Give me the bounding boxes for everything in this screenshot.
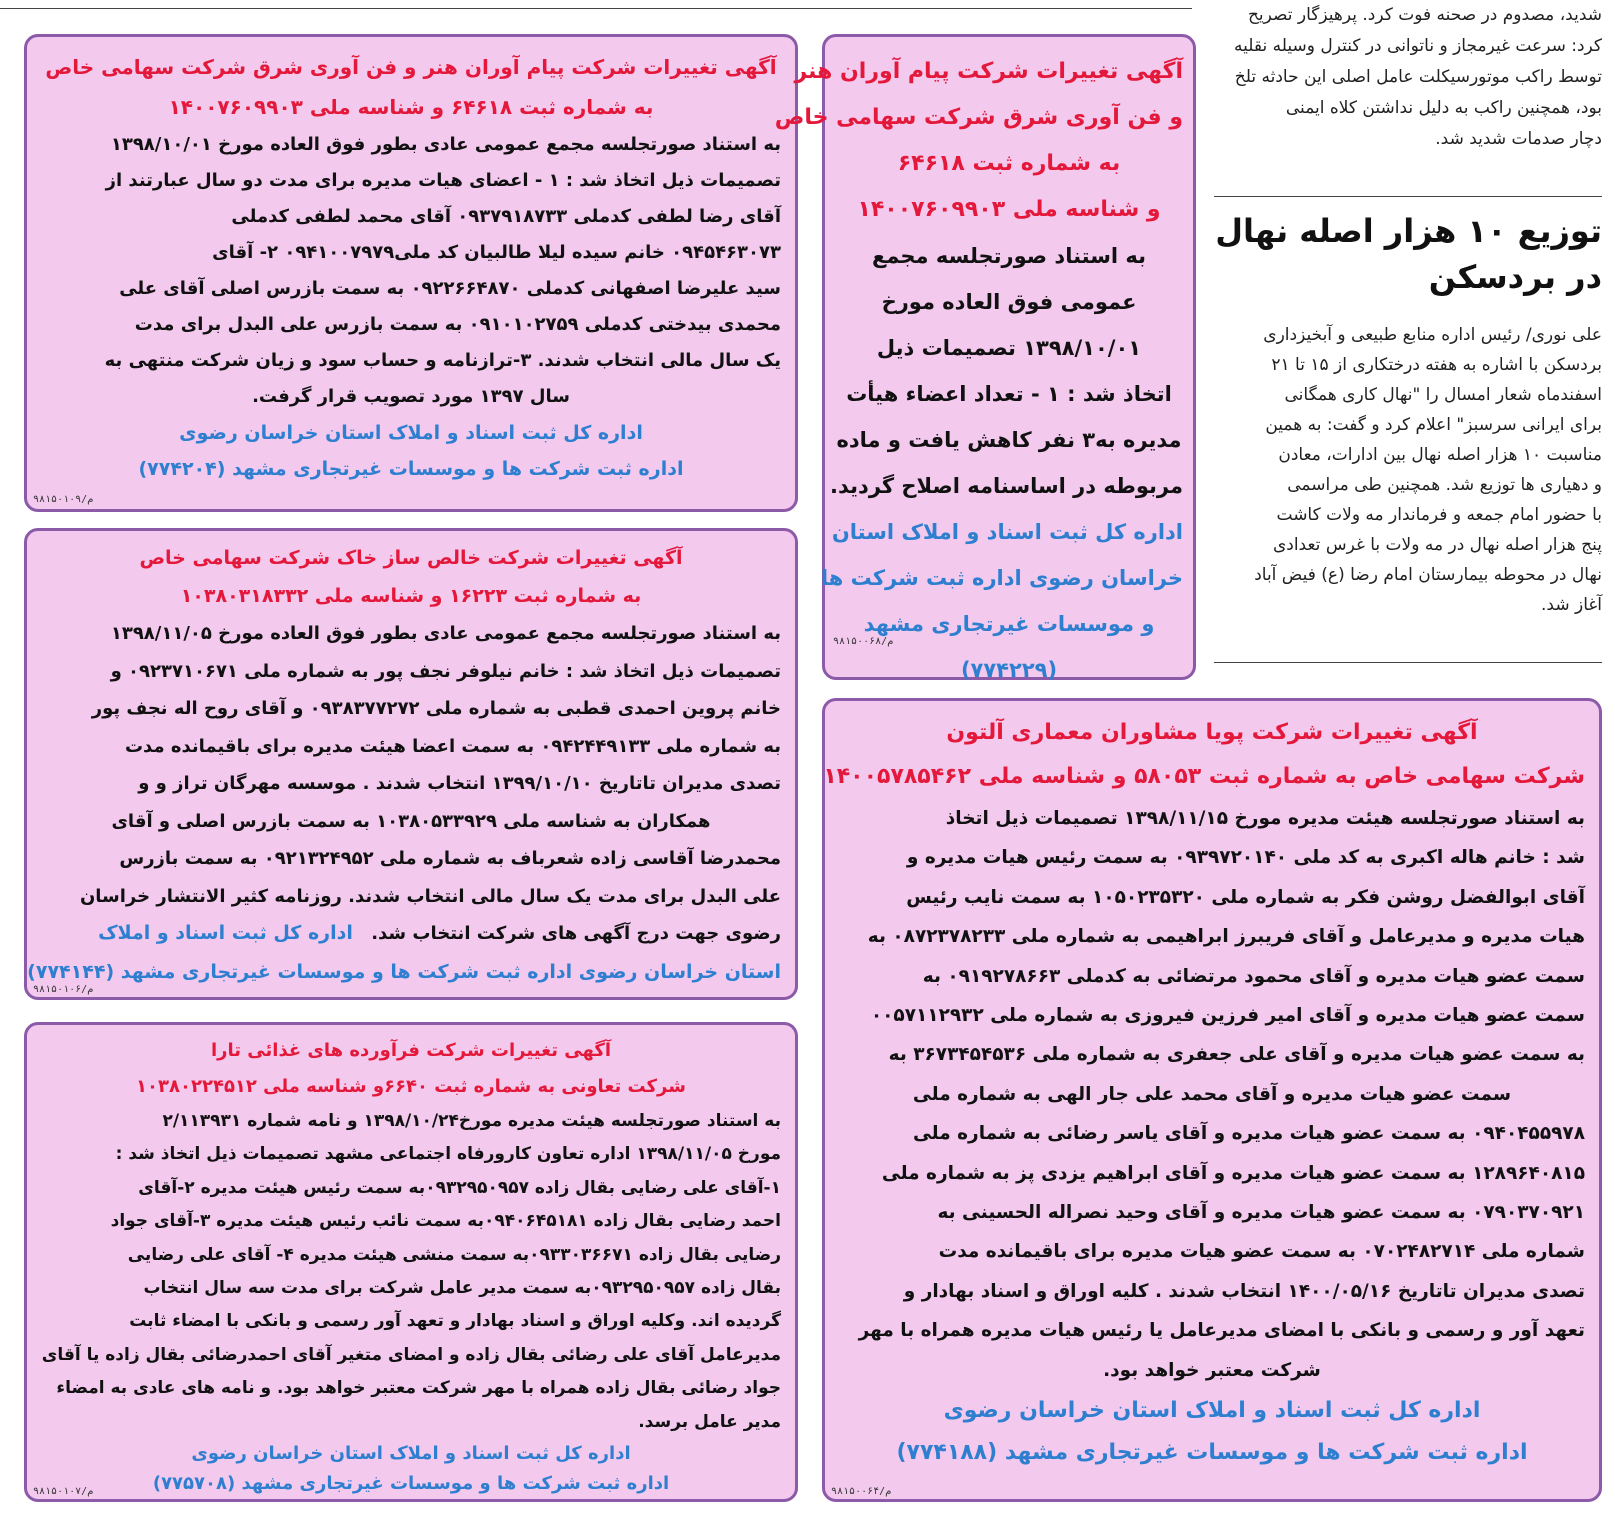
ad-footer-line: اداره ثبت شرکت ها و موسسات غیرتجاری مشهد (۷۷۴۱۸۸) — [896, 1440, 1528, 1466]
news-line: نهال در محوطه بیمارستان امام رضا (ع) فیض آباد — [1254, 565, 1602, 585]
ad-body-line: علی البدل برای مدت یک سال مالی انتخاب شدند. روزنامه کثیر الانتشار خراسان — [79, 885, 781, 907]
ad-footer — [41, 1439, 781, 1499]
ad-title-line: آگهی تغییرات شرکت فرآورده های غذائی تارا — [210, 1040, 611, 1061]
news-line: علی نوری/ رئیس اداره منابع طبیعی و آبخیزداری — [1263, 325, 1602, 345]
ad-footer — [27, 953, 781, 991]
ad-footer-line: استان خراسان رضوی اداره ثبت شرکت ها و موسسات غیرتجاری مشهد (۷۷۴۱۴۴) — [27, 960, 781, 983]
ad-body-line: سال ۱۳۹۷ مورد تصویب قرار گرفت. — [252, 386, 570, 407]
ad-body — [41, 1105, 781, 1439]
headline-line: توزیع ۱۰ هزار اصله نهال — [1215, 212, 1602, 250]
ad-body-line: مربوطه در اساسنامه اصلاح گردید. — [830, 474, 1183, 498]
ad-body-line: خانم پروین احمدی قطبی به شماره ملی ۰۹۳۸۳۷۷۲۷۲ و آقای روح اله نجف پور — [91, 698, 781, 719]
ad-body-line: جواد رضائی بقال زاده همراه با مهر شرکت معتبر خواهد بود. و نامه های عادی به امضاء — [56, 1378, 781, 1399]
ad-title-line: به شماره ثبت ۶۴۶۱۸ — [897, 151, 1121, 176]
news-body — [1212, 320, 1602, 620]
article-line: توسط راکب موتورسیکلت عامل اصلی این حادثه تلخ — [1234, 67, 1602, 87]
ad-title — [41, 539, 781, 615]
ad-body-line: مدیره به۳ نفر کاهش یافت و ماده — [836, 428, 1182, 452]
ad-body-line: گردیده اند. وکلیه اوراق و اسناد بهادار و تعهد آور رسمی و بانکی با امضاء ثابت — [129, 1311, 781, 1332]
ad-body-line: ۰۹۴۵۴۶۳۰۷۳ خانم سیده لیلا طالبیان کد ملی۰۹۴۱۰۰۷۹۷۹ ۲- آقای — [212, 242, 781, 263]
ad-title-line: و شناسه ملی ۱۴۰۰۷۶۰۹۹۰۳ — [857, 197, 1161, 222]
ad-body-line: عمومی فوق العاده مورخ — [881, 290, 1137, 314]
ad-body-line: ۱-آقای علی رضایی بقال زاده ۰۹۳۲۹۵۰۹۵۷به سمت رئیس هیئت مدیره ۲-آقای — [138, 1177, 781, 1198]
news-line: اسفندماه شعار امسال را "نهال کاری همگانی — [1284, 385, 1602, 405]
ad-title-line: شرکت تعاونی به شماره ثبت ۶۶۴۰و شناسه ملی ۱۰۳۸۰۲۲۴۵۱۲ — [136, 1076, 686, 1097]
ad-payam-avaran-1 — [24, 34, 798, 512]
ad-khales-saz-khak — [24, 528, 798, 1000]
ad-pouya-moshaveran — [822, 698, 1602, 1502]
article-line: دچار صدمات شدید شد. — [1435, 129, 1602, 149]
top-rule — [0, 8, 1192, 9]
ad-body-line: آقای رضا لطفی کدملی ۰۹۳۷۹۱۸۷۳۳ آقای محمد لطفی کدملی — [231, 206, 781, 227]
ad-body-line: مدیر عامل برسد. — [638, 1411, 781, 1432]
ad-body-line: محمدرضا آقاسی زاده شعرباف به شماره ملی ۰۹۲۱۳۲۴۹۵۲ به سمت بازرس — [119, 848, 781, 869]
news-line: برای ایرانی سرسبز" اعلام کرد و گفت: به همین — [1265, 415, 1602, 435]
news-line: با حضور امام جمعه و فرماندار مه ولات کاشت — [1276, 505, 1602, 525]
ad-body-text: رضوی جهت درج آگهی های شرکت انتخاب شد. — [371, 923, 781, 944]
ad-body-line — [41, 915, 781, 953]
ad-body-line: هیات مدیره و مدیرعامل و آقای فریبرز ابراهیمی به شماره ملی ۰۸۷۲۳۷۸۲۳۳ به — [867, 926, 1585, 948]
ad-body-line: شرکت معتبر خواهد بود. — [1103, 1359, 1321, 1381]
ad-footer-line: اداره ثبت شرکت ها و موسسات غیرتجاری مشهد (۷۷۴۲۰۴) — [138, 458, 684, 480]
ad-body-line: به سمت عضو هیات مدیره و آقای علی جعفری به شماره ملی ۳۶۷۳۴۵۴۵۳۶ به — [888, 1044, 1585, 1066]
ad-title — [41, 47, 781, 127]
ad-title-line: آگهی تغییرات شرکت پیام آوران هنر — [794, 59, 1183, 84]
ad-code: م/۹۸۱۵۰۰۶۸ — [833, 636, 894, 647]
ad-body-line: تعهد آور و رسمی و بانکی با امضای مدیرعامل یا رئیس هیات مدیره همراه با مهر — [858, 1320, 1585, 1342]
ad-code: م/۹۸۱۵۰۱۰۶ — [33, 984, 94, 995]
ad-title — [41, 1033, 781, 1105]
ad-footer-line: اداره کل ثبت اسناد و املاک استان — [831, 520, 1183, 544]
ad-body-line: همکاران به شناسه ملی ۱۰۳۸۰۵۳۳۹۲۹ به سمت بازرس اصلی و آقای — [111, 810, 711, 832]
ad-body — [41, 615, 781, 953]
news-line: آغاز شد. — [1541, 595, 1602, 615]
ad-body-line: اتخاذ شد : ۱ - تعداد اعضاء هیأت — [846, 382, 1172, 406]
ad-footer-line: اداره کل ثبت اسناد و املاک استان خراسان رضوی — [191, 1443, 631, 1465]
news-line: پنج هزار اصله نهال در مه ولات با غرس تعدادی — [1272, 535, 1602, 555]
ad-body-line: سید علیرضا اصفهانی کدملی ۰۹۲۲۶۶۴۸۷۰ به سمت بازرس اصلی آقای علی — [119, 278, 781, 299]
article-line: بود، همچنین راکب به دلیل نداشتن کلاه ایمنی — [1285, 98, 1602, 118]
ad-title-line: به شماره ثبت ۱۶۲۲۳ و شناسه ملی ۱۰۳۸۰۳۱۸۳۳۲ — [180, 585, 642, 607]
top-right-article — [1212, 0, 1602, 155]
news-line: بردسکن با اشاره به هفته درختکاری از ۱۵ تا ۲۱ — [1271, 355, 1602, 375]
ad-footer — [41, 415, 781, 487]
ad-footer — [839, 1390, 1585, 1474]
news-line: مناسبت ۱۰ هزار اصله نهال بین ادارات، معادن — [1278, 445, 1602, 465]
ad-body-line: شد : خانم هاله اکبری به کد ملی ۰۹۳۹۷۲۰۱۴۰ به سمت رئیس هیات مدیره و — [906, 847, 1585, 869]
ad-body-line: رضایی بقال زاده ۰۹۳۳۰۳۶۶۷۱به سمت منشی هیئت مدیره ۴- آقای علی رضایی — [127, 1244, 781, 1265]
ad-body-line: تصدی مدیران تاتاریخ ۱۳۹۹/۱۰/۱۰ انتخاب شدند . موسسه مهرگان تراز و و — [138, 773, 781, 794]
ad-body-line: مورخ ۱۳۹۸/۱۱/۰۵ اداره تعاون کارورفاه اجتماعی مشهد تصمیمات ذیل اتخاذ شد : — [115, 1144, 781, 1165]
ad-body — [839, 799, 1585, 1390]
ad-footer-line: اداره کل ثبت اسناد و املاک استان خراسان رضوی — [179, 422, 643, 444]
article-line: شدید، مصدوم در صحنه فوت کرد. پرهیزگار تصریح — [1247, 5, 1602, 25]
ad-code: م/۹۸۱۵۰۰۶۴ — [831, 1486, 892, 1497]
ad-body — [830, 233, 1183, 509]
ad-title — [774, 49, 1183, 233]
ad-body-line: تصمیمات ذیل اتخاذ شد : خانم نیلوفر نجف پور به شماره ملی ۰۹۲۳۷۱۰۶۷۱ و — [110, 660, 781, 682]
news-headline — [1212, 208, 1602, 300]
ad-title — [823, 711, 1585, 799]
ad-body-line: سمت عضو هیات مدیره و آقای محمد علی جار الهی به شماره ملی — [912, 1083, 1512, 1105]
ad-body-line: به استناد صورتجلسه هیئت مدیره مورخ ۱۳۹۸/۱۱/۱۵ تصمیمات ذیل اتخاذ — [945, 808, 1585, 829]
ad-footer-line: اداره ثبت شرکت ها و موسسات غیرتجاری مشهد (۷۷۵۷۰۸) — [152, 1473, 670, 1495]
ad-body-line: ۱۳۹۸/۱۰/۰۱ تصمیمات ذیل — [876, 336, 1142, 360]
ad-footer-line: اداره کل ثبت اسناد و املاک استان خراسان رضوی — [943, 1398, 1481, 1424]
ad-title-line: آگهی تغییرات شرکت خالص ساز خاک شرکت سهامی خاص — [139, 547, 683, 569]
ad-body-line: به استناد صورتجلسه مجمع — [871, 244, 1146, 268]
ad-footer-line: و موسسات غیرتجاری مشهد — [863, 612, 1155, 636]
ad-body-line: تصمیمات ذیل اتخاذ شد : ۱ - اعضای هیات مدیره برای مدت دو سال عبارتند از — [105, 170, 781, 191]
ad-body-line: به شماره ملی ۰۹۴۲۴۴۹۱۳۳ به سمت اعضا هیئت مدیره برای باقیمانده مدت — [124, 735, 781, 757]
ad-code: م/۹۸۱۵۰۱۰۷ — [33, 1486, 94, 1497]
ad-code: م/۹۸۱۵۰۱۰۹ — [33, 494, 94, 505]
ad-body — [41, 127, 781, 415]
ad-body-line: تصدی مدیران تاتاریخ ۱۴۰۰/۰۵/۱۶ انتخاب شدند . کلیه اوراق و اسناد بهادار و — [903, 1280, 1585, 1302]
ad-title-line: شرکت سهامی خاص به شماره ثبت ۵۸۰۵۳ و شناسه ملی ۱۴۰۰۵۷۸۵۴۶۲ — [823, 764, 1585, 789]
ad-body-line: به استناد صورتجلسه هیئت مدیره مورخ۱۳۹۸/۱۰/۲۴ و نامه شماره ۲/۱۱۳۹۳۱ — [162, 1111, 781, 1131]
divider — [1214, 196, 1602, 197]
ad-body-line: محمدی بیدختی کدملی ۰۹۱۰۱۰۲۷۵۹ به سمت بازرس علی البدل برای مدت — [134, 314, 781, 335]
ad-body-line: ۰۷۹۰۳۷۰۹۲۱ به سمت عضو هیات مدیره و آقای وحید نصراله الحسینی به — [937, 1202, 1585, 1224]
article-line: کرد: سرعت غیرمجاز و ناتوانی در کنترل وسیله نقلیه — [1234, 36, 1602, 56]
ad-body-line: به استناد صورتجلسه مجمع عمومی عادی بطور فوق العاده مورخ ۱۳۹۸/۱۱/۰۵ — [110, 623, 781, 644]
ad-body-line: احمد رضایی بقال زاده ۰۹۴۰۶۴۵۱۸۱به سمت نائب رئیس هیئت مدیره ۳-آقای جواد — [110, 1211, 781, 1232]
divider — [1214, 662, 1602, 663]
ad-body-line: ۰۹۴۰۴۵۵۹۷۸ به سمت عضو هیات مدیره و آقای یاسر رضائی به شماره ملی — [912, 1123, 1585, 1145]
ad-title-line: آگهی تغییرات شرکت پویا مشاوران معماری آلتون — [946, 720, 1478, 745]
ad-title-line: آگهی تغییرات شرکت پیام آوران هنر و فن آوری شرق شرکت سهامی خاص — [45, 55, 777, 79]
ad-body-line: سمت عضو هیات مدیره و آقای محمود مرتضائی به کدملی ۰۹۱۹۲۷۸۶۶۳ به — [922, 965, 1585, 987]
ad-body-line: بقال زاده ۰۹۳۲۹۵۰۹۵۷به سمت مدیر عامل شرکت برای مدت سه سال انتخاب — [143, 1278, 781, 1299]
ad-title-line: و فن آوری شرق شرکت سهامی خاص — [774, 105, 1183, 130]
ad-body-line: سمت عضو هیات مدیره و آقای امیر فرزین فیروزی به شماره ملی ۰۰۵۷۱۱۲۹۳۲ — [870, 1005, 1585, 1027]
ad-payam-avaran-2 — [774, 34, 1196, 682]
ad-footer — [820, 509, 1183, 693]
ad-body-line: ۱۲۸۹۶۴۰۸۱۵ به سمت عضو هیات مدیره و آقای ابراهیم یزدی پز به شماره ملی — [881, 1162, 1585, 1184]
ad-body-line: آقای ابوالفضل روشن فکر به شماره ملی ۱۰۵۰۲۳۵۳۲۰ به سمت نایب رئیس — [906, 886, 1585, 908]
ad-body-line: شماره ملی ۰۷۰۲۴۸۲۷۱۴ به سمت عضو هیات مدیره برای باقیمانده مدت — [938, 1241, 1585, 1263]
ad-body-line: مدیرعامل آقای علی رضائی بقال زاده و امضای متغیر آقای احمدرضائی بقال زاده یا آقای — [41, 1344, 781, 1365]
ad-body-line: به استناد صورتجلسه مجمع عمومی عادی بطور فوق العاده مورخ ۱۳۹۸/۱۰/۰۱ — [110, 134, 781, 155]
ad-footer-line: خراسان رضوی اداره ثبت شرکت ها — [820, 566, 1183, 590]
news-line: و دهیاری ها توزیع شد. همچنین طی مراسمی — [1287, 475, 1602, 495]
ad-body-line: یک سال مالی انتخاب شدند. ۳-ترازنامه و حساب سود و زیان شرکت منتهی به — [104, 350, 781, 371]
headline-line: در بردسکن — [1428, 258, 1602, 296]
ad-title-line: به شماره ثبت ۶۴۶۱۸ و شناسه ملی ۱۴۰۰۷۶۰۹۹۰۳ — [168, 95, 654, 119]
ad-footer-inline: اداره کل ثبت اسناد و املاک — [98, 922, 353, 944]
ad-tara-food — [24, 1022, 798, 1502]
ad-footer-line: (۷۷۴۲۲۹) — [960, 658, 1058, 682]
